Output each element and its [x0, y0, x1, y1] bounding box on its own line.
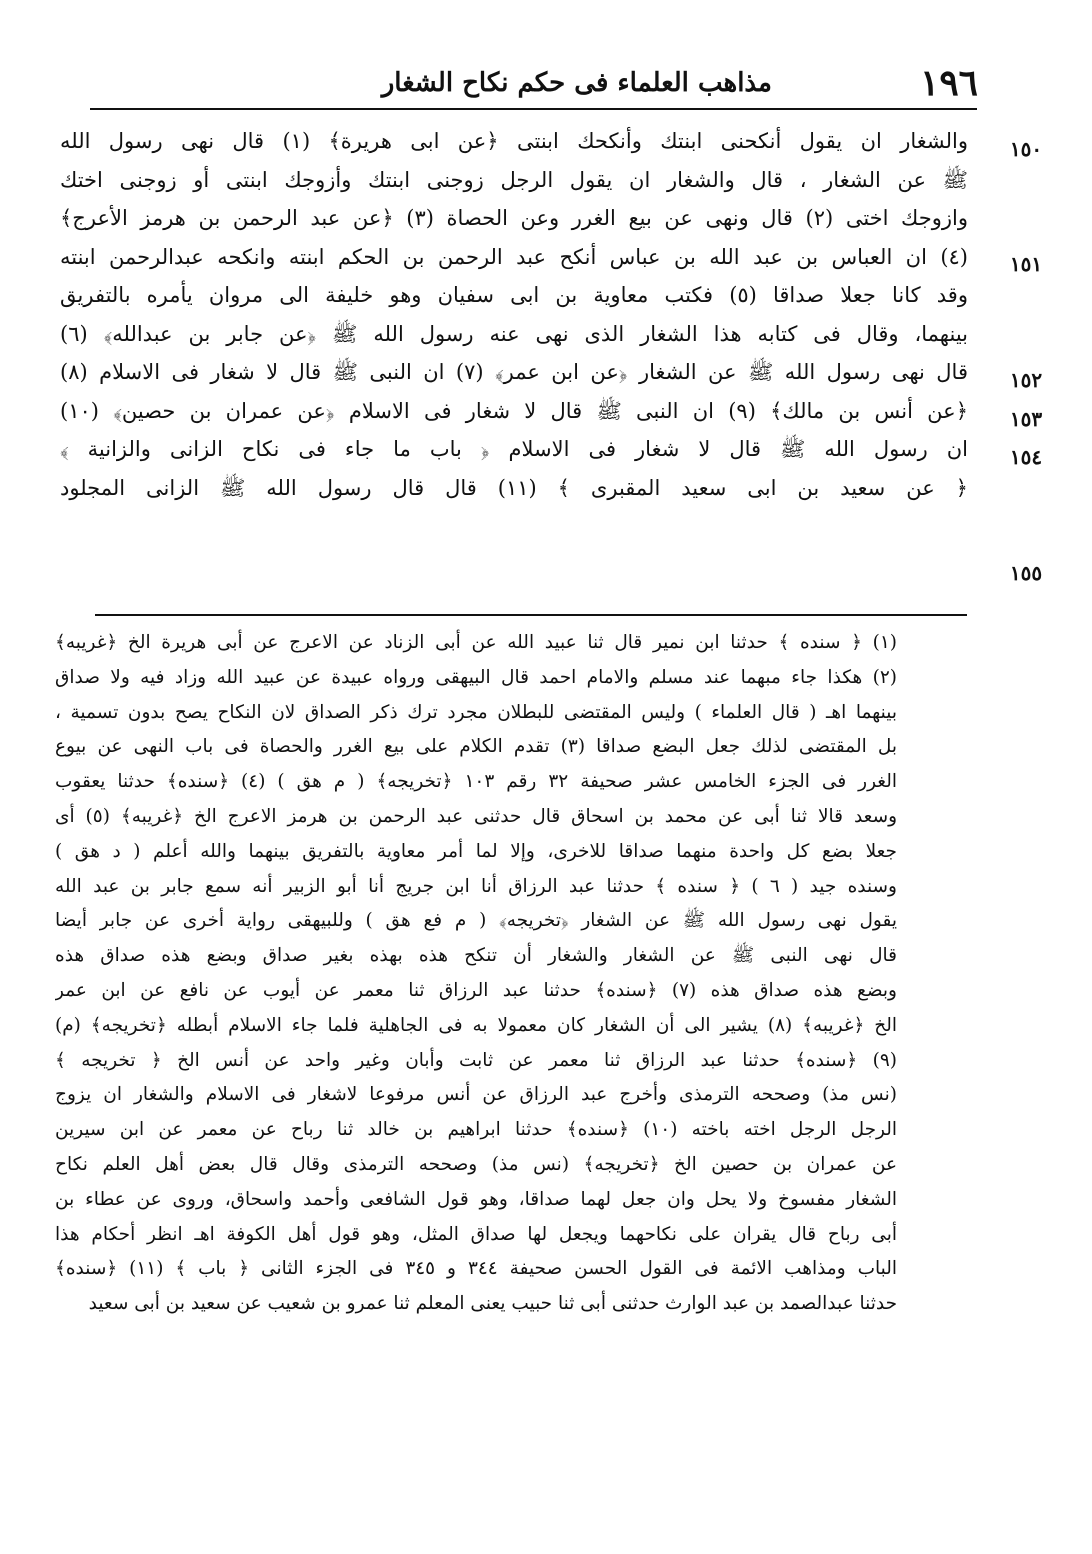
- footnote-line: حدثنا عبدالصمد بن عبد الوارث حدثنى أبى ثنا حبيب يعنى المعلم ثنا عمرو بن شعيب عن سعيد بن أبى سعيد: [88, 1293, 897, 1315]
- footnote-line: الخ ﴿غريبه﴾ (٨) يشير الى أن الشغار كان معمولا به فى الجاهلية فلما جاء الاسلام أبطله ﴿تخريجه﴾ (م): [55, 1014, 897, 1036]
- footnote-line: قال نهى النبى ﷺ عن الشغار والشغار أن تنكح هذه بهذه بغير صداق وبضع هذه صداق هذه: [55, 945, 897, 967]
- footnote-separator: [95, 614, 967, 616]
- running-header: [90, 58, 978, 108]
- footnote-line: (نس مذ) وصححه الترمذى وأخرج عبد الرزاق عن أنس مرفوعا لاشغار فى الاسلام والشغار ان يزوج: [55, 1084, 897, 1106]
- footnote-line: (١) ﴿ سنده ﴾ حدثنا ابن نمير قال ثنا عبيد الله عن أبى الزناد عن الاعرج عن أبى هريرة الخ ﴿غريبه﴾: [55, 632, 897, 653]
- main-line: ﷺ عن الشغار ، قال والشغار ان يقول الرجل زوجنى ابنتك وأزوجك ابنتى أو زوجنى اختك: [60, 167, 968, 192]
- main-line: ﴿عن أنس بن مالك﴾ (٩) ان النبى ﷺ قال لا شغار فى الاسلام ﴿عن عمران بن حصين﴾ (١٠): [60, 398, 968, 423]
- main-line: بينهما، وقال فى كتابه هذا الشغار الذى نهى عنه رسول الله ﷺ ﴿عن جابر بن عبدالله﴾ (٦): [60, 321, 968, 346]
- hadith-number-153: ١٥٣: [1009, 407, 1043, 431]
- footnote-line: وبضع هذه صداق هذه (٧) ﴿سنده﴾ حدثنا عبد الرزاق ثنا معمر عن أيوب عن نافع عن ابن عمر: [55, 979, 897, 1001]
- footnotes: [55, 626, 897, 1322]
- footnote-line: وسنده جيد ( ٦ ) ﴿ سنده ﴾ حدثنا عبد الرزاق أنا ابن جريج أنا أبو الزبير أنه سمع جابر بن عبد الله: [55, 875, 897, 897]
- footnote-line: أبى رباح قال يقران على نكاحهما ويجعل لها صداق المثل، وهو قول أهل الكوفة اهـ انظر أحكام هذا: [55, 1223, 897, 1245]
- page-number: ١٩٦: [919, 62, 978, 104]
- main-text: [60, 122, 968, 507]
- footnote-line: الشغار مفسوخ ولا يحل وان جعل لهما صداقا، وهو قول الشافعى وأحمد واسحاق، وروى عن عطاء بن: [55, 1188, 897, 1210]
- footnote-line: بل المقتضى لذلك جعل البضع صداقا (٣) تقدم الكلام على بيع الغرر والحصاة فى باب النهى عن بيوع: [55, 736, 897, 758]
- footnote-line: (٢) هكذا جاء مبهما عند مسلم والامام احمد قال البيهقى ورواه عبيدة عن عبيد الله وزاد فيه ولا صداق: [55, 666, 897, 688]
- footnote-line: يقول نهى رسول الله ﷺ عن الشغار ﴿تخريجه﴾ ( م فع هق ) وللبيهقى رواية أخرى عن جابر أيضا: [55, 910, 897, 932]
- header-rule: [90, 108, 977, 110]
- footnote-line: (٩) ﴿سنده﴾ حدثنا عبد الرزاق ثنا معمر عن ثابت وأبان وغير واحد عن أنس الخ ﴿ تخريجه ﴾: [55, 1049, 897, 1071]
- main-line: وقد كانا جعلا صداقا (٥) فكتب معاوية بن ابى سفيان وهو خليفة الى مروان يأمره بالتفريق: [60, 283, 968, 307]
- hadith-number-154: ١٥٤: [1009, 445, 1043, 469]
- footnote-line: وسعد قالا ثنا أبى عن محمد بن اسحاق قال حدثنى عبد الرحمن بن هرمز الاعرج الخ ﴿غريبه﴾ (٥) أى: [55, 805, 897, 827]
- hadith-number-155: ١٥٥: [1009, 561, 1043, 585]
- footnote-line: الرجل الرجل اخته باخته (١٠) ﴿سنده﴾ حدثنا ابراهيم بن خالد ثنا رباح عن معمر عن ابن سيرين: [55, 1119, 897, 1141]
- footnote-line: بينهما اهـ ( قال العلماء ) وليس المقتضى للبطلان مجرد ترك ذكر الصداق لان النكاح يصح بدون تسمية ،: [55, 701, 897, 723]
- main-line: ان رسول الله ﷺ قال لا شغار فى الاسلام ﴿ باب ما جاء فى نكاح الزانى والزانية ﴾: [60, 437, 968, 461]
- main-line: ﴿ عن سعيد بن ابى سعيد المقبرى ﴾ (١١) قال قال رسول الله ﷺ الزانى المجلود: [60, 475, 968, 500]
- main-line: والشغار ان يقول أنكحنى ابنتك وأنكحك ابنتى ﴿عن ابى هريرة﴾ (١) قال نهى رسول الله: [60, 129, 968, 153]
- running-title: مذاهب العلماء فى حكم نكاح الشغار: [381, 68, 772, 98]
- main-line: (٤) ان العباس بن عبد الله بن عباس أنكح عبد الرحمن بن الحكم ابنته وانكحه عبدالرحمن ابنته: [60, 244, 968, 269]
- footnote-line: عن عمران بن حصين الخ ﴿تخريجه﴾ (نس مذ) وصححه الترمذى وقال قال بعض أهل العلم نكاح: [55, 1153, 897, 1175]
- hadith-number-150: ١٥٠: [1009, 137, 1043, 161]
- hadith-number-151: ١٥١: [1009, 252, 1043, 276]
- footnote-line: الباب ومذاهب الائمة فى القول الحسن صحيفة ٣٤٤ و ٣٤٥ فى الجزء الثانى ﴿ باب ﴾ (١١) ﴿سنده﴾: [55, 1258, 897, 1280]
- main-line: قال نهى رسول الله ﷺ عن الشغار ﴿عن ابن عمر﴾ (٧) ان النبى ﷺ قال لا شغار فى الاسلام (٨): [60, 360, 968, 384]
- hadith-number-152: ١٥٢: [1009, 368, 1043, 392]
- footnote-line: جعلا بضع كل واحدة منهما صداقا للاخرى، وإلا لما أمر معاوية بالتفريق بينهما والله أعلم ( د هق ): [55, 840, 897, 862]
- footnote-line: الغرر فى الجزء الخامس عشر صحيفة ٣٢ رقم ١٠٣ ﴿تخريجه﴾ ( م هق ) (٤) ﴿سنده﴾ حدثنا يعقوب: [55, 771, 897, 793]
- main-line: وازوجك اختى (٢) قال ونهى عن بيع الغرر وعن الحصاة (٣) ﴿عن عبد الرحمن بن هرمز الأعرج﴾: [60, 206, 968, 230]
